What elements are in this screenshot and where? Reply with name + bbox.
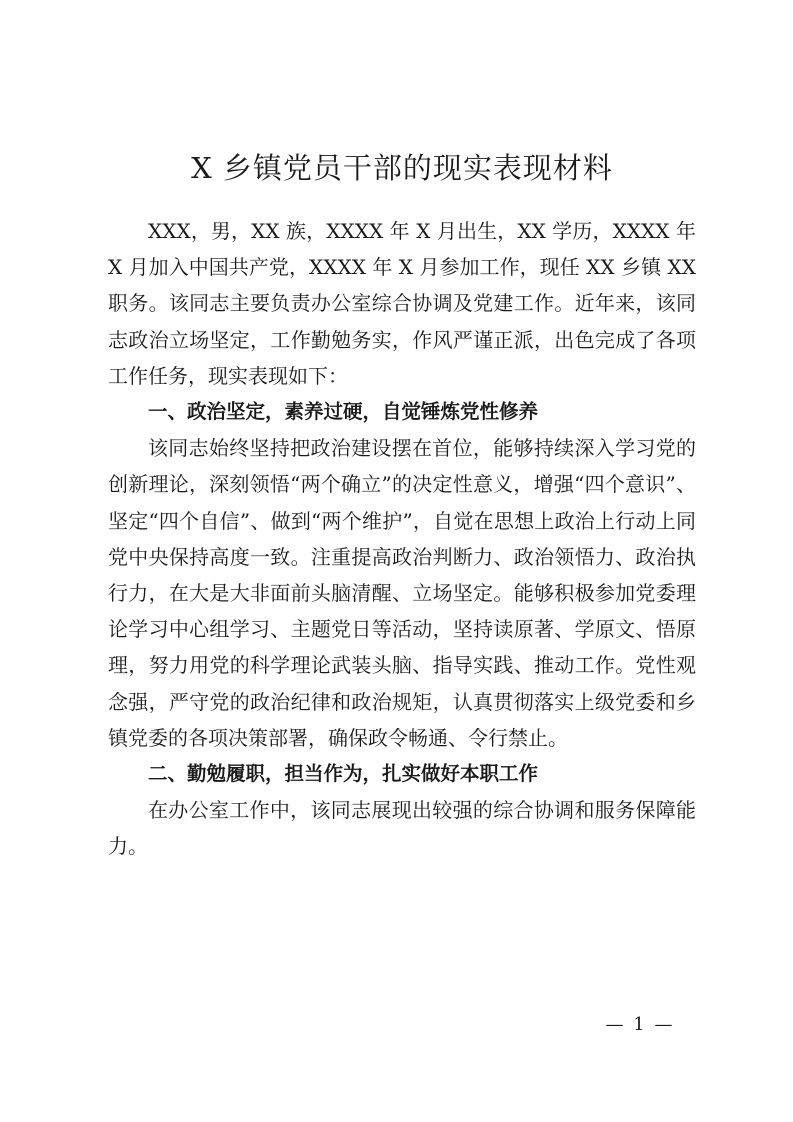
section-1-paragraph: 该同志始终坚持把政治建设摆在首位，能够持续深入学习党的创新理论，深刻领悟“两个确立”的决定性意义，增强“四个意识”、坚定“四个自信”、做到“两个维护”，自觉在思想上政治上行动上同党中央保持高度一致。注重提高政治判断力、政治领悟力、政治执行力，在大是大非面前头脑清醒、立场坚定。能够积极参加党委理论学习中心组学习、主题党日等活动，坚持读原著、学原文、悟原理，努力用党的科学理论武装头脑、指导实践、推动工作。党性观念强，严守党的政治纪律和政治规矩，认真贯彻落实上级党委和乡镇党委的各项决策部署，确保政令畅通、令行禁止。 — [108, 436, 696, 750]
section-1-heading: 一、政治坚定，素养过硬，自觉锤炼党性修养 — [148, 400, 539, 424]
intro-paragraph: XXX，男，XX 族，XXXX 年 X 月出生，XX 学历，XXXX 年 X 月加入中国共产党，XXXX 年 X 月参加工作，现任 XX 乡镇 XX 职务。该同志主要负责办公室综合协调及党建工作。近年来，该同志政治立场坚定，工作勤勉务实，作风严谨正派，出色完成了各项工作任务，现实表现如下： — [108, 219, 696, 388]
section-2-heading: 二、勤勉履职，担当作为，扎实做好本职工作 — [148, 762, 539, 786]
document-title: X 乡镇党员干部的现实表现材料 — [191, 151, 613, 185]
document-body — [108, 213, 696, 865]
page-number: — 1 — — [605, 1014, 675, 1035]
section-2-paragraph: 在办公室工作中，该同志展现出较强的综合协调和服务保障能力。 — [108, 798, 696, 859]
